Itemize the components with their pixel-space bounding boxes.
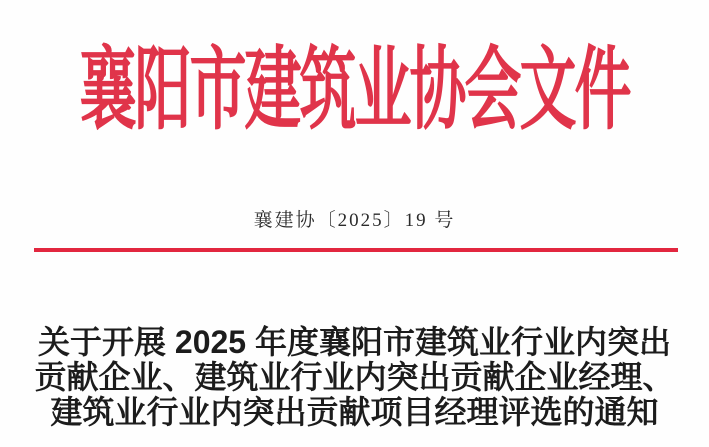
notice-title (0, 325, 709, 430)
document-org-title: 襄阳市建筑业协会文件 (79, 41, 630, 141)
notice-title-line-3: 建筑业行业内突出贡献项目经理评选的通知 (50, 394, 659, 430)
red-header-divider (34, 248, 678, 252)
notice-title-line-1: 关于开展 2025 年度襄阳市建筑业行业内突出 (38, 324, 671, 360)
document-number: 襄建协〔2025〕19 号 (253, 210, 456, 231)
notice-title-line-2: 贡献企业、建筑业行业内突出贡献企业经理、 (34, 359, 675, 395)
